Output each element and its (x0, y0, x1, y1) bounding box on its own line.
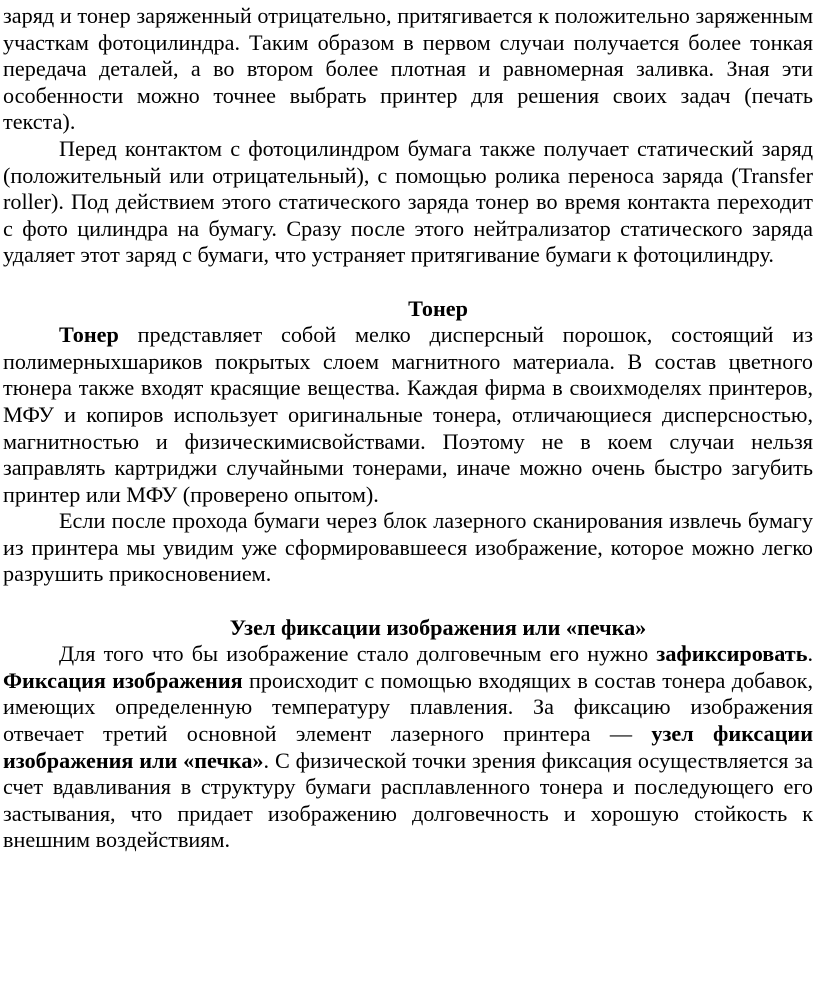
term-fix: зафиксировать (656, 641, 808, 667)
fixation-text-e: . С физической точки зрения фиксация осуществляется за счет вдавливания в структуру бумаги расплавленного тонера и последующего его застывания, что придает изображению долговечность и хорошую стойкость к внешним воздействиям. (3, 747, 813, 853)
paragraph-fixation (3, 641, 813, 854)
paragraph-transfer-roller: Перед контактом с фотоцилиндром бумага также получает статический заряд (положительный или отрицательный), с помощью ролика переноса заряда (Transfer roller). Под действием этого статического заряда тонер во время контакта переходит с фото цилиндра на бумагу. Сразу после этого нейтрализатор статического заряда удаляет этот заряд с бумаги, что устраняет притягивание бумаги к фотоцилиндру. (3, 135, 813, 268)
fixation-text-c: . (807, 641, 813, 667)
term-fixation: Фиксация изображения (3, 667, 243, 693)
term-toner: Тонер (59, 322, 119, 348)
paragraph-charge-continuation: заряд и тонер заряженный отрицательно, притягивается к положительно заряженным участкам фотоцилиндра. Таким образом в первом случаи получается более тонкая передача деталей, а во втором более плотная и равномерная заливка. Зная эти особенности можно точнее выбрать принтер для решения своих задач (печать текста). (3, 3, 813, 135)
spacer (3, 269, 813, 296)
heading-toner: Тонер (408, 295, 468, 321)
fixation-text-a: Для того что бы изображение стало долговечным его нужно (59, 641, 657, 667)
paragraph-scanning-result: Если после прохода бумаги через блок лазерного сканирования извлечь бумагу из принтера мы увидим уже сформировавшееся изображение, которое можно легко разрушить прикосновением. (3, 508, 813, 587)
spacer (3, 588, 813, 615)
term-fixation-unit: узел фиксации изображения или «печка» (3, 721, 813, 773)
toner-description-text: представляет собой мелко дисперсный порошок, состоящий из полимерныхшариков покрытых слоем магнитного материала. В состав цветного тюнера также входят красящие вещества. Каждая фирма в своихмоделях принтеров, МФУ и копиров использует оригинальные тонера, отличающиеся дисперсностью, магнитностью и физическимисвойствами. Поэтому не в коем случаи нельзя заправлять картриджи случайными тонерами, иначе можно очень быстро загубить принтер или МФУ (проверено опытом). (3, 322, 813, 507)
fixation-text-d: происходит с помощью входящих в состав тонера добавок, имеющих определенную температуру плавления. За фиксацию изображения отвечает третий основной элемент лазерного принтера — (3, 667, 813, 747)
paragraph-toner-description (3, 322, 813, 508)
heading-fixation-unit: Узел фиксации изображения или «печка» (229, 614, 647, 640)
